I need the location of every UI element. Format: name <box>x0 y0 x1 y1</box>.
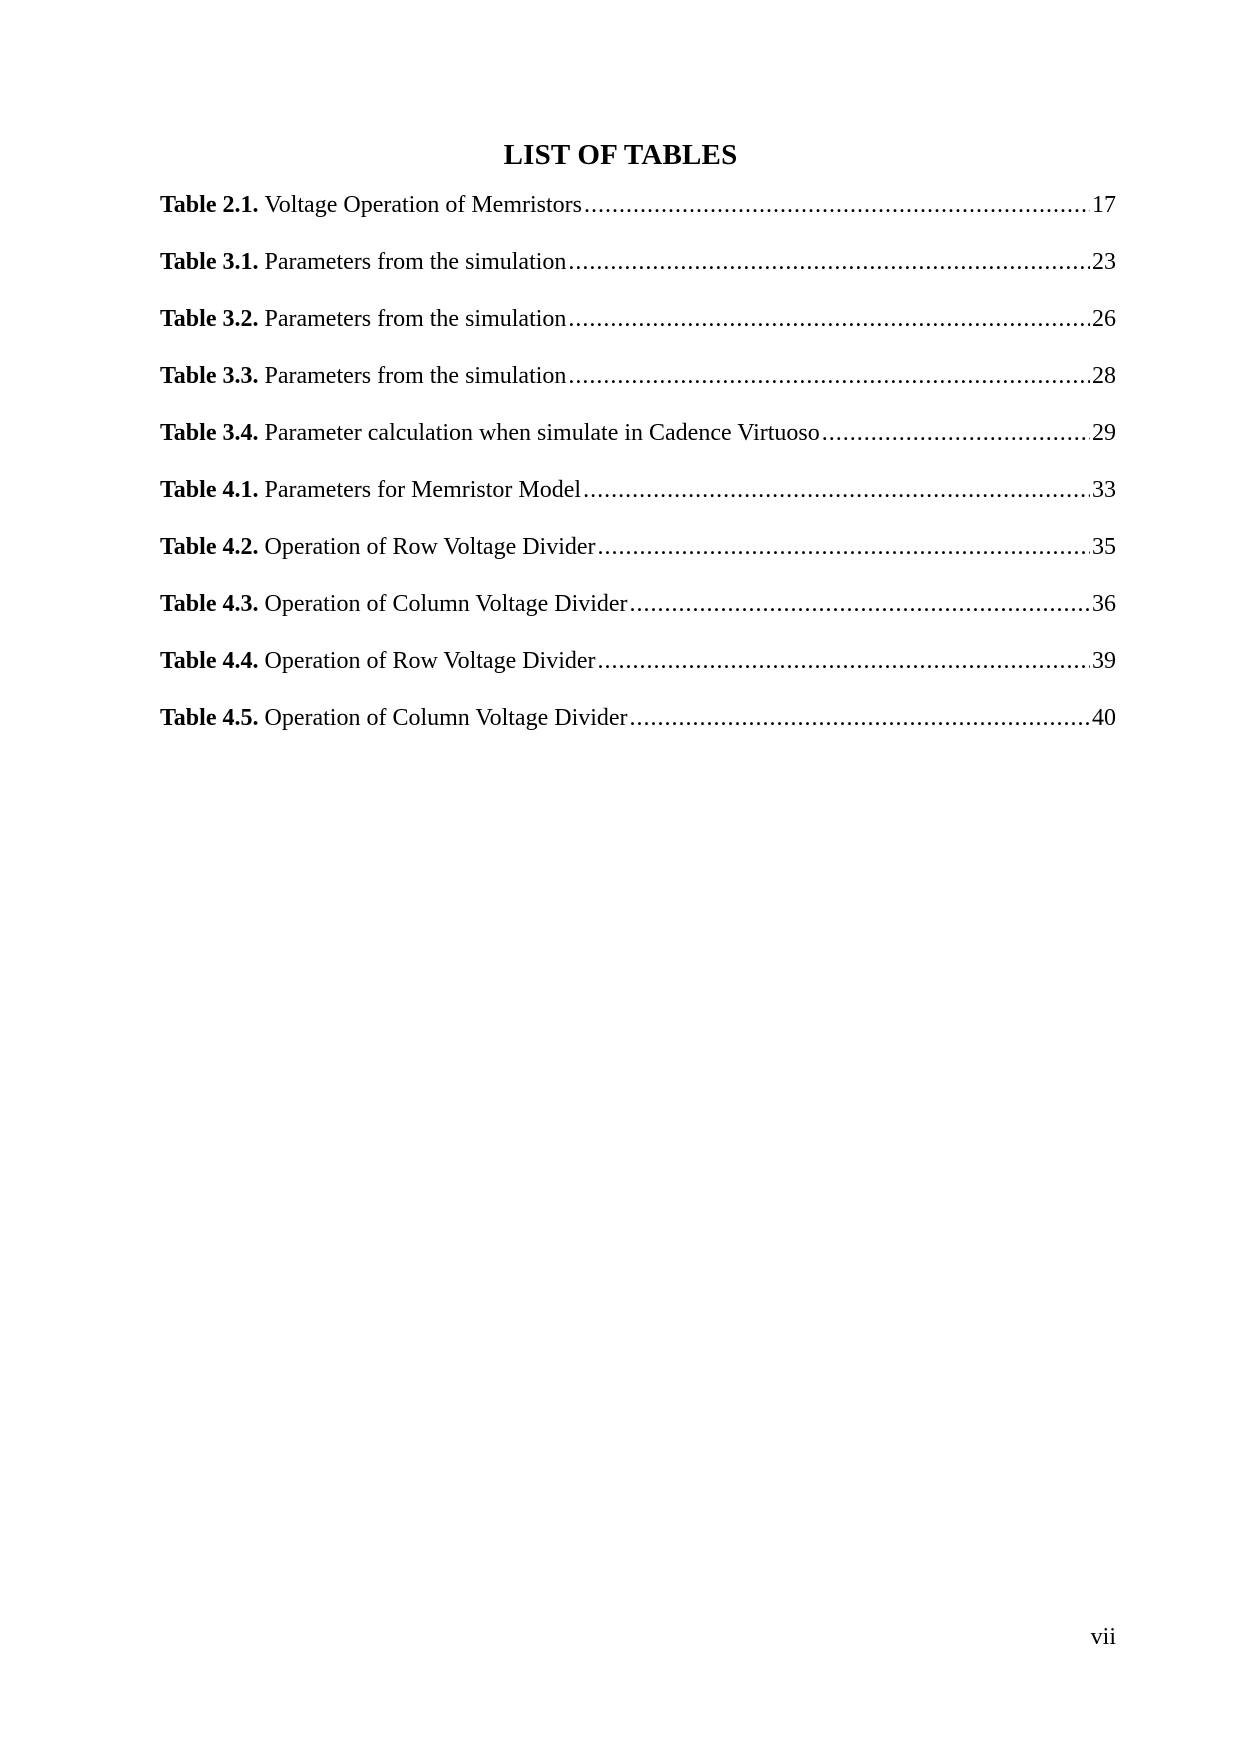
page-reference: 17 <box>1092 192 1116 218</box>
table-number: Table 4.2. <box>160 534 259 560</box>
toc-entry[interactable] <box>160 589 1116 646</box>
toc-entry[interactable] <box>160 361 1116 418</box>
table-number: Table 4.3. <box>160 591 259 617</box>
page-reference: 23 <box>1092 249 1116 275</box>
table-title: Operation of Column Voltage Divider <box>264 705 628 731</box>
table-title: Parameters from the simulation <box>264 249 567 275</box>
table-title: Parameters for Memristor Model <box>264 477 582 503</box>
toc-entry[interactable] <box>160 304 1116 361</box>
dot-leader <box>630 589 1090 619</box>
table-number: Table 3.3. <box>160 363 259 389</box>
page-number: vii <box>1090 1624 1116 1650</box>
dot-leader <box>822 418 1090 448</box>
table-number: Table 4.5. <box>160 705 259 731</box>
table-number: Table 4.1. <box>160 477 259 503</box>
table-title: Operation of Row Voltage Divider <box>264 534 596 560</box>
table-number: Table 3.1. <box>160 249 259 275</box>
toc-entry[interactable] <box>160 190 1116 247</box>
table-title: Voltage Operation of Memristors <box>264 192 582 218</box>
list-of-tables <box>160 190 1116 760</box>
table-number: Table 4.4. <box>160 648 259 674</box>
dot-leader <box>583 475 1090 505</box>
dot-leader <box>568 304 1090 334</box>
table-number: Table 3.4. <box>160 420 259 446</box>
page-title: LIST OF TABLES <box>503 139 738 172</box>
page-reference: 33 <box>1092 477 1116 503</box>
dot-leader <box>568 361 1090 391</box>
page-reference: 26 <box>1092 306 1116 332</box>
table-title: Parameters from the simulation <box>264 363 567 389</box>
dot-leader <box>598 646 1090 676</box>
page-reference: 39 <box>1092 648 1116 674</box>
table-number: Table 2.1. <box>160 192 259 218</box>
table-title: Operation of Row Voltage Divider <box>264 648 596 674</box>
page-reference: 40 <box>1092 705 1116 731</box>
table-number: Table 3.2. <box>160 306 259 332</box>
toc-entry[interactable] <box>160 646 1116 703</box>
toc-entry[interactable] <box>160 532 1116 589</box>
table-title: Parameter calculation when simulate in Cadence Virtuoso <box>264 420 820 446</box>
dot-leader <box>584 190 1090 220</box>
page-reference: 28 <box>1092 363 1116 389</box>
toc-entry[interactable] <box>160 475 1116 532</box>
toc-entry[interactable] <box>160 418 1116 475</box>
page-reference: 36 <box>1092 591 1116 617</box>
dot-leader <box>568 247 1090 277</box>
page-reference: 35 <box>1092 534 1116 560</box>
table-title: Parameters from the simulation <box>264 306 567 332</box>
page-reference: 29 <box>1092 420 1116 446</box>
dot-leader <box>598 532 1090 562</box>
dot-leader <box>630 703 1090 733</box>
toc-entry[interactable] <box>160 247 1116 304</box>
table-title: Operation of Column Voltage Divider <box>264 591 628 617</box>
toc-entry[interactable] <box>160 703 1116 760</box>
